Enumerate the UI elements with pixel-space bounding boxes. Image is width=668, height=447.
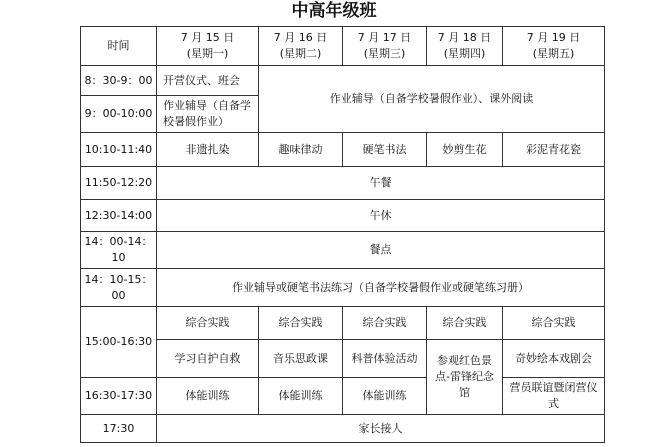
- time-cell: 11:50-12:20: [81, 167, 157, 200]
- activity-cell: 奇妙绘本戏剧会: [503, 340, 605, 378]
- activity-cell: 综合实践: [157, 307, 259, 340]
- activity-cell: 妙剪生花: [427, 133, 503, 167]
- time-cell: 17:30: [81, 415, 157, 443]
- day-header: 7 月 15 日 (星期一): [157, 27, 259, 66]
- activity-cell: 综合实践: [503, 307, 605, 340]
- activity-cell: 体能训练: [343, 378, 427, 415]
- table-row: [81, 133, 605, 167]
- activity-span-cell: 午休: [157, 200, 605, 232]
- activity-cell: 作业辅导（自备学校暑假作业）: [157, 96, 259, 133]
- time-cell: 14：00-14：10: [81, 232, 157, 269]
- time-cell: 10:10-11:40: [81, 133, 157, 167]
- schedule-table: [80, 26, 605, 443]
- table-row: [81, 232, 605, 269]
- activity-cell: 参观红色景点-雷锋纪念馆: [427, 340, 503, 415]
- header-row: [81, 27, 605, 66]
- table-row: [81, 200, 605, 232]
- table-row: [81, 415, 605, 443]
- table-row: [81, 66, 605, 96]
- time-cell: 15:00-16:30: [81, 307, 157, 378]
- table-row: [81, 307, 605, 340]
- activity-span-cell: 餐点: [157, 232, 605, 269]
- day-header: 7 月 16 日 (星期二): [259, 27, 343, 66]
- activity-cell: 综合实践: [427, 307, 503, 340]
- time-cell: 14：10-15：00: [81, 269, 157, 307]
- time-cell: 12:30-14:00: [81, 200, 157, 232]
- activity-cell: 体能训练: [157, 378, 259, 415]
- activity-cell: 营员联谊暨闭营仪式: [503, 378, 605, 415]
- table-row: [81, 167, 605, 200]
- activity-cell: 趣味律动: [259, 133, 343, 167]
- time-cell: 9：00-10:00: [81, 96, 157, 133]
- activity-cell: 体能训练: [259, 378, 343, 415]
- activity-cell: 综合实践: [343, 307, 427, 340]
- activity-cell: 学习自护自救: [157, 340, 259, 378]
- activity-cell: 硬笔书法: [343, 133, 427, 167]
- table-row: [81, 340, 605, 378]
- time-header: 时间: [81, 27, 157, 66]
- activity-cell: 音乐思政课: [259, 340, 343, 378]
- activity-cell: 综合实践: [259, 307, 343, 340]
- activity-cell: 彩泥青花瓷: [503, 133, 605, 167]
- day-header: 7 月 19 日 (星期五): [503, 27, 605, 66]
- time-cell: 16:30-17:30: [81, 378, 157, 415]
- activity-span-cell: 作业辅导（自备学校暑假作业）、课外阅读: [259, 66, 605, 133]
- page-title: 中高年级班: [291, 1, 377, 21]
- activity-span-cell: 家长接人: [157, 415, 605, 443]
- table-row: [81, 378, 605, 415]
- activity-cell: 非遗扎染: [157, 133, 259, 167]
- activity-span-cell: 午餐: [157, 167, 605, 200]
- activity-cell: 科普体验活动: [343, 340, 427, 378]
- table-row: [81, 269, 605, 307]
- day-header: 7 月 18 日 (星期四): [427, 27, 503, 66]
- day-header: 7 月 17 日 (星期三): [343, 27, 427, 66]
- activity-span-cell: 作业辅导或硬笔书法练习（自备学校暑假作业或硬笔练习册）: [157, 269, 605, 307]
- time-cell: 8：30-9：00: [81, 66, 157, 96]
- activity-cell: 开营仪式、班会: [157, 66, 259, 96]
